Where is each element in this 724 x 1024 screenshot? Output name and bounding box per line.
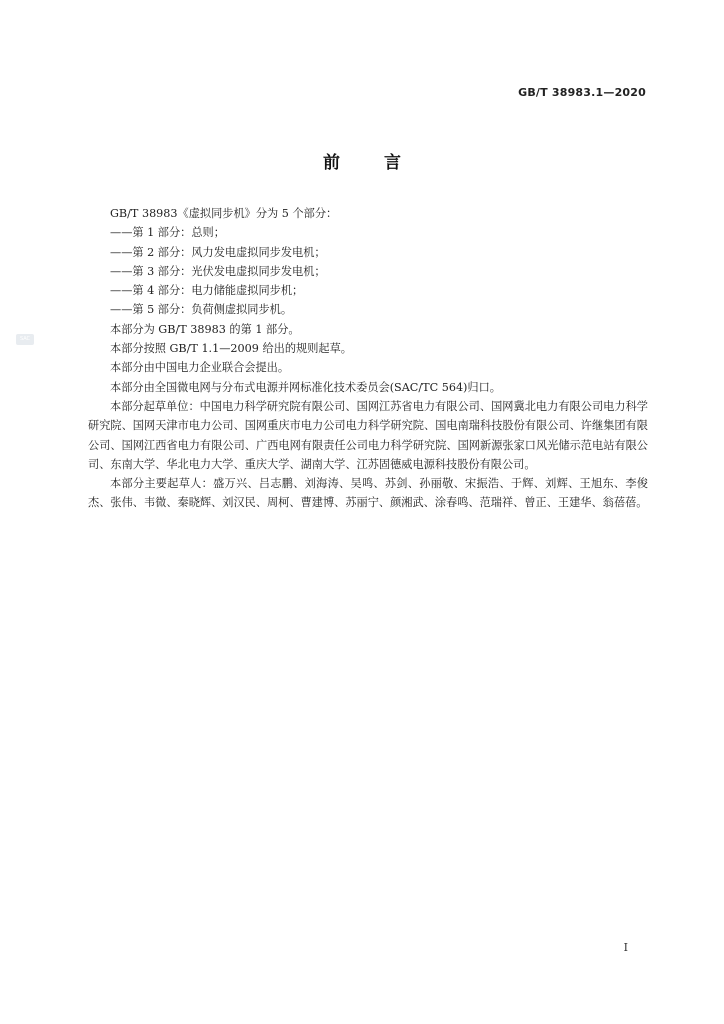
paragraph-drafters: 本部分主要起草人：盛万兴、吕志鹏、刘海涛、吴鸣、苏剑、孙丽敬、宋振浩、于辉、刘辉、王旭东、李俊杰、张伟、韦微、秦晓辉、刘汉民、周柯、曹建博、苏丽宁、颜湘武、涂春鸣、范瑞祥、曾正、王建华、翁蓓蓓。 xyxy=(88,477,648,510)
paragraph-part-5: ——第 5 部分：负荷侧虚拟同步机。 xyxy=(110,303,293,317)
paragraph-series-intro: GB/T 38983《虚拟同步机》分为 5 个部分： xyxy=(110,207,338,220)
paragraph-part-1: ——第 1 部分：总则； xyxy=(110,226,225,240)
paragraph-part-2: ——第 2 部分：风力发电虚拟同步发电机； xyxy=(110,245,326,259)
paragraph-drafting-units: 本部分起草单位：中国电力科学研究院有限公司、国网江苏省电力有限公司、国网冀北电力有限公司电力科学研究院、国网天津市电力公司、国网重庆市电力公司电力科学研究院、国电南瑞科技股份有限公司、许继集团有限公司、国网江西省电力有限公司、广西电网有限责任公司电力科学研究院、国网新源张家口风光储示范电站有限公司、东南大学、华北电力大学、重庆大学、湖南大学、江苏固德威电源科技股份有限公司。 xyxy=(88,399,648,471)
standard-code: GB/T 38983.1—2020 xyxy=(518,86,646,99)
page-number: I xyxy=(623,941,628,954)
paragraph-this-part: 本部分为 GB/T 38983 的第 1 部分。 xyxy=(110,322,300,336)
paragraph-part-3: ——第 3 部分：光伏发电虚拟同步发电机； xyxy=(110,264,326,278)
paragraph-drafting-rules: 本部分按照 GB/T 1.1—2009 给出的规则起草。 xyxy=(110,342,352,356)
paragraph-part-4: ——第 4 部分：电力储能虚拟同步机； xyxy=(110,284,304,298)
page-title: 前言 xyxy=(323,153,445,173)
paragraph-proposed-by: 本部分由中国电力企业联合会提出。 xyxy=(110,361,290,375)
foreword-body xyxy=(88,204,648,513)
watermark-logo: SAC xyxy=(16,334,34,345)
paragraph-managed-by: 本部分由全国微电网与分布式电源并网标准化技术委员会(SAC/TC 564)归口。 xyxy=(110,380,501,394)
